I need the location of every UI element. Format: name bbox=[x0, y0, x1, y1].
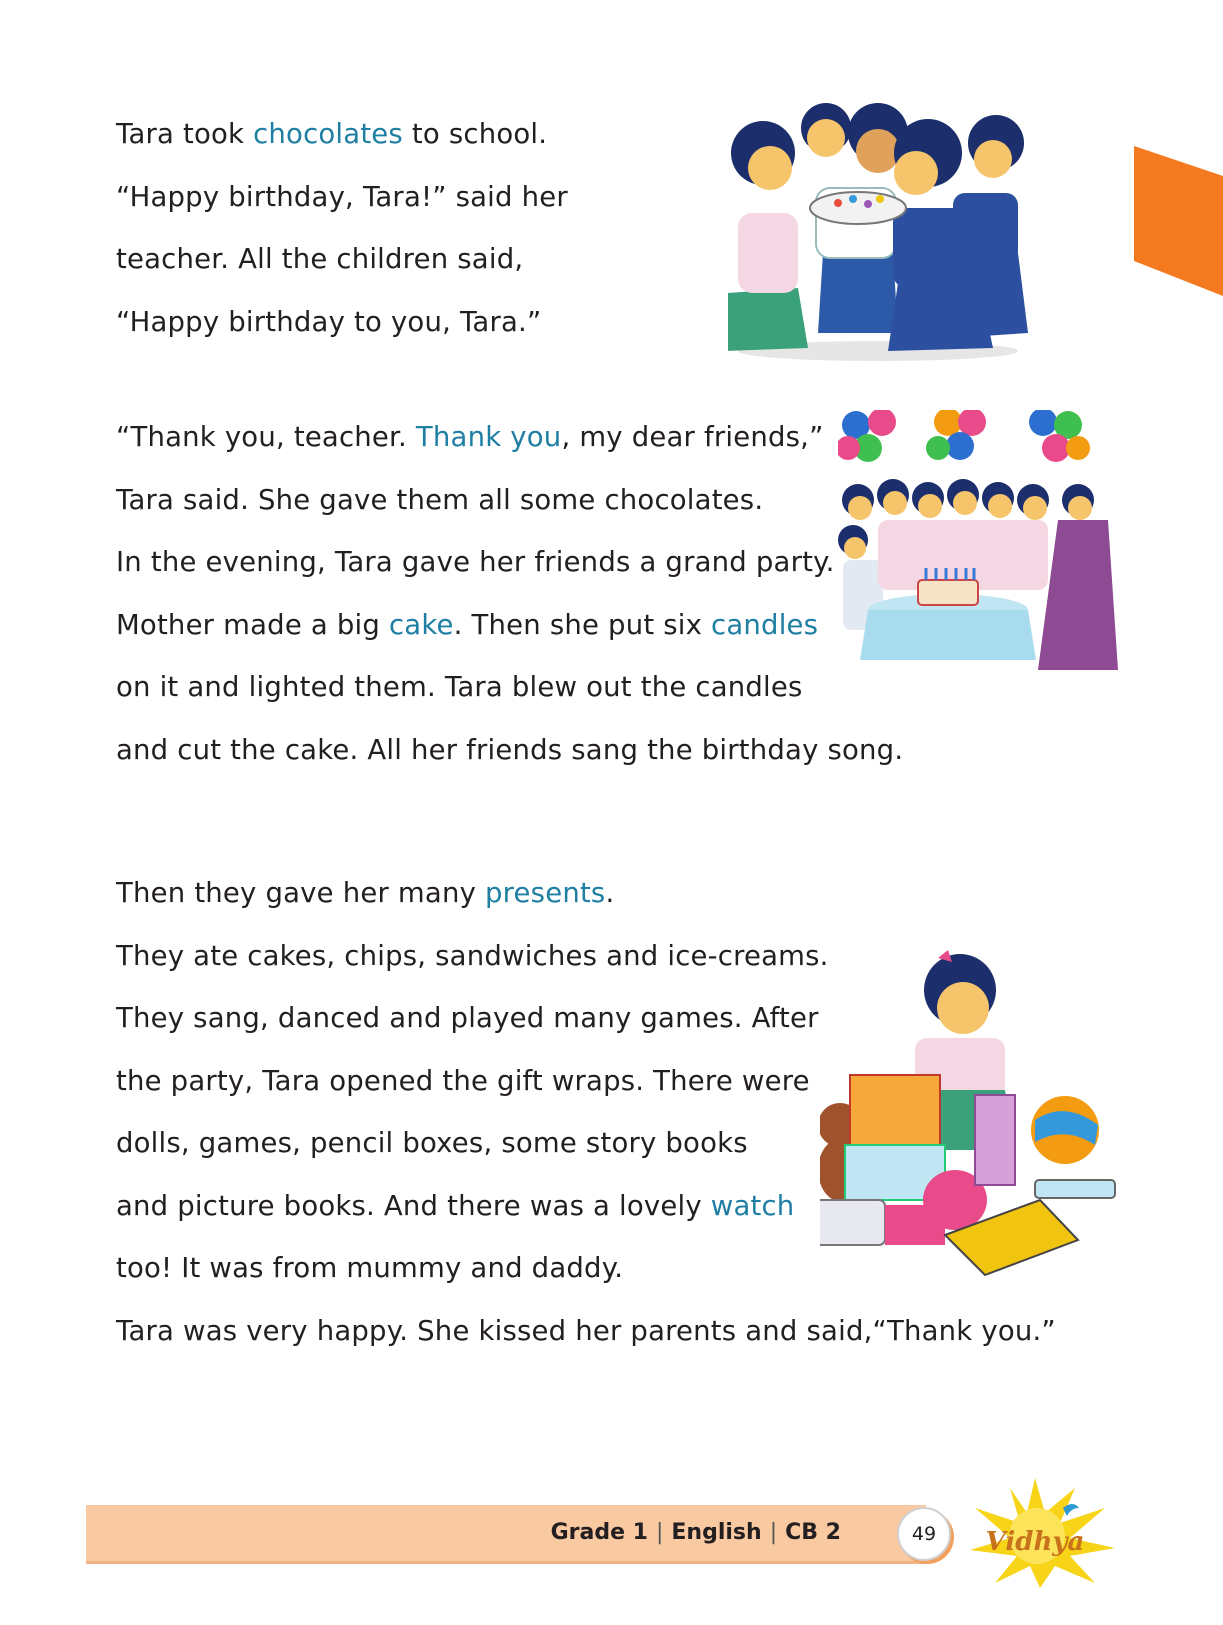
page-number: 49 bbox=[897, 1507, 951, 1561]
story-line: In the evening, Tara gave her friends a grand party. bbox=[116, 546, 835, 578]
story-line: too! It was from mummy and daddy. bbox=[116, 1252, 624, 1284]
paragraph-school bbox=[116, 103, 568, 353]
vocab-word: candles bbox=[711, 608, 819, 641]
vocab-word: chocolates bbox=[253, 118, 403, 150]
logo-text: Vidhya bbox=[985, 1527, 1085, 1557]
paragraph-party bbox=[116, 406, 903, 781]
footer-subject: English bbox=[671, 1520, 762, 1545]
story-line: teacher. All the children said, bbox=[116, 243, 524, 275]
story-line: and cut the cake. All her friends sang the birthday song. bbox=[116, 733, 904, 766]
footer-separator: | bbox=[769, 1520, 778, 1545]
story-line: Then they gave her many presents. bbox=[116, 877, 615, 909]
footer-separator: | bbox=[655, 1520, 664, 1545]
story-line: Tara was very happy. She kissed her parents and said,“Thank you.” bbox=[116, 1314, 1056, 1347]
chapter-side-tab bbox=[1134, 146, 1223, 296]
story-line: Tara took chocolates to school. bbox=[116, 118, 548, 150]
story-line: the party, Tara opened the gift wraps. There were bbox=[116, 1064, 810, 1097]
vocab-word: Thank you bbox=[415, 421, 562, 453]
story-line: Mother made a big cake. Then she put six candles bbox=[116, 608, 819, 641]
story-line: “Happy birthday, Tara!” said her bbox=[116, 180, 568, 213]
girl-with-presents-illustration bbox=[820, 950, 1135, 1280]
footer-grade: Grade 1 bbox=[550, 1520, 648, 1545]
vocab-word: cake bbox=[388, 608, 454, 641]
footer-book: CB 2 bbox=[785, 1520, 841, 1545]
story-line: “Happy birthday to you, Tara.” bbox=[116, 305, 542, 338]
story-line: and picture books. And there was a lovely watch bbox=[116, 1189, 795, 1222]
birthday-party-illustration bbox=[838, 410, 1120, 692]
children-with-chocolates-illustration bbox=[728, 93, 1028, 363]
vocab-word: watch bbox=[710, 1189, 795, 1222]
footer-band bbox=[86, 1505, 926, 1564]
story-line: They sang, danced and played many games. After bbox=[116, 1002, 819, 1034]
story-line: Tara said. She gave them all some chocolates. bbox=[116, 483, 764, 516]
vidhya-logo bbox=[955, 1478, 1115, 1588]
story-line: on it and lighted them. Tara blew out the candles bbox=[116, 671, 803, 703]
story-line: They ate cakes, chips, sandwiches and ice-creams. bbox=[116, 939, 829, 972]
story-line: “Thank you, teacher. Thank you, my dear friends,” bbox=[116, 421, 824, 453]
footer-course-info bbox=[551, 1505, 841, 1561]
story-line: dolls, games, pencil boxes, some story books bbox=[116, 1127, 748, 1159]
vocab-word: presents bbox=[485, 877, 606, 909]
